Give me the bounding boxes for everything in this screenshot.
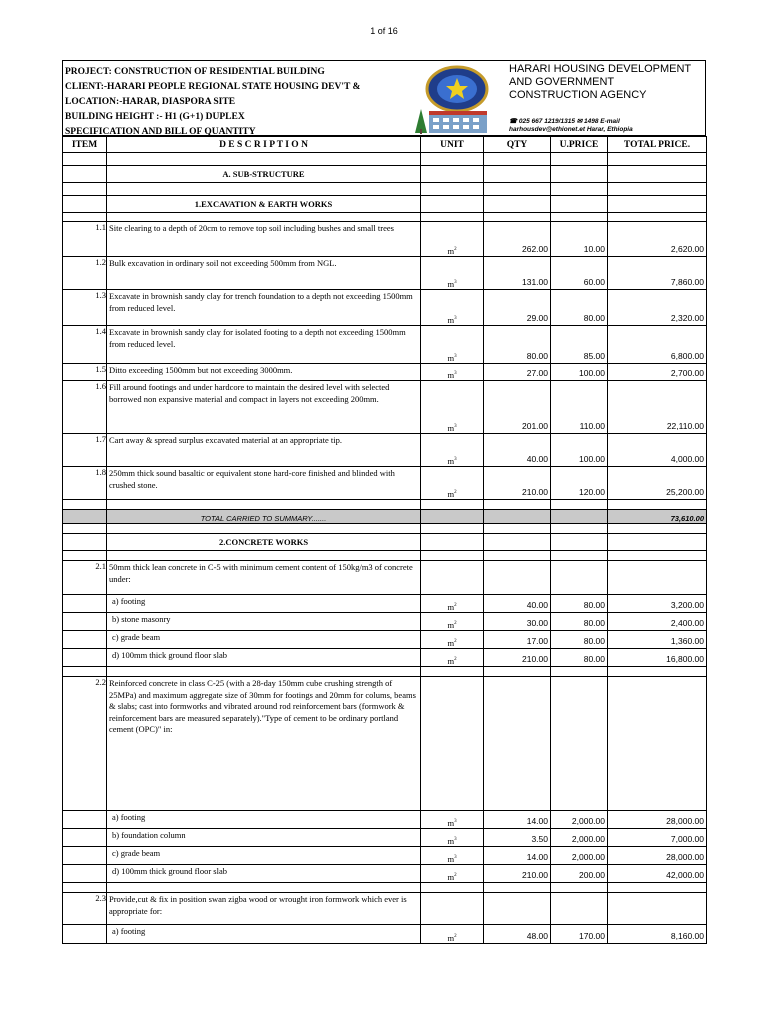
- table-cell: [608, 883, 707, 893]
- blank-row: [63, 667, 707, 677]
- cell-desc: a) footing: [107, 811, 421, 829]
- agency-contact: [509, 118, 633, 134]
- cell-total: 1,360.00: [608, 631, 707, 649]
- table-cell: [551, 500, 608, 510]
- cell-unit: m: [447, 315, 455, 325]
- cell-uprice: 2,000.00: [551, 811, 608, 829]
- cell-qty: 14.00: [484, 811, 551, 829]
- col-item: ITEM: [63, 137, 107, 153]
- cell-sup: 2: [454, 603, 457, 609]
- table-cell: [63, 183, 107, 196]
- table-cell: [63, 883, 107, 893]
- table-cell: [551, 561, 608, 595]
- cell-desc: a) footing: [107, 595, 421, 613]
- cell-sup: 3: [454, 837, 457, 843]
- total-label: TOTAL CARRIED TO SUMMARY.......: [107, 510, 421, 524]
- table-cell: [551, 893, 608, 925]
- cell-total: 28,000.00: [608, 847, 707, 865]
- table-cell: [63, 524, 107, 534]
- cell-desc: Provide,cut & fix in position swan zigba wood or wrought iron formwork which ever is appropriate for:: [107, 893, 421, 925]
- document-header: [62, 60, 706, 136]
- project-info: [65, 65, 360, 140]
- contact-email: harhousdev@ethionet.et Harar, Ethiopia: [509, 126, 633, 133]
- cell-qty: 3.50: [484, 829, 551, 847]
- table-cell: [608, 551, 707, 561]
- cell-sup: 3: [454, 316, 457, 322]
- table-cell: [551, 153, 608, 166]
- cell-sup: 2: [454, 934, 457, 940]
- cell-qty: 262.00: [484, 222, 551, 257]
- section-excavation: 1.EXCAVATION & EARTH WORKS: [107, 196, 421, 213]
- table-cell: [608, 153, 707, 166]
- cell-uprice: 80.00: [551, 631, 608, 649]
- table-row: [63, 811, 707, 829]
- cell-qty: 30.00: [484, 613, 551, 631]
- table-row: [63, 326, 707, 364]
- table-cell: [484, 893, 551, 925]
- cell-total: 6,800.00: [608, 326, 707, 364]
- col-description: D E S C R I P T I O N: [107, 137, 421, 153]
- cell-uprice: 170.00: [551, 925, 608, 944]
- cell-total: 42,000.00: [608, 865, 707, 883]
- cell-unit: m: [447, 602, 455, 612]
- table-cell: [421, 561, 484, 595]
- cell-unit: m: [447, 818, 455, 828]
- cell-uprice: 85.00: [551, 326, 608, 364]
- cell-desc: b) foundation column: [107, 829, 421, 847]
- table-cell: [608, 561, 707, 595]
- cell-unit: m: [447, 246, 455, 256]
- table-cell: [63, 631, 107, 649]
- table-cell: [608, 893, 707, 925]
- cell-desc: c) grade beam: [107, 631, 421, 649]
- cell-item: 1.8: [63, 467, 107, 500]
- cell-uprice: 110.00: [551, 381, 608, 434]
- cell-total: 28,000.00: [608, 811, 707, 829]
- cell-qty: 210.00: [484, 865, 551, 883]
- cell-item: 1.1: [63, 222, 107, 257]
- section-concrete: 2.CONCRETE WORKS: [107, 534, 421, 551]
- table-cell: [421, 893, 484, 925]
- table-cell: [421, 811, 484, 829]
- table-row: [63, 257, 707, 290]
- table-cell: [421, 467, 484, 500]
- table-cell: [63, 534, 107, 551]
- table-cell: [63, 649, 107, 667]
- table-cell: [551, 166, 608, 183]
- cell-uprice: 100.00: [551, 364, 608, 381]
- cell-unit: m: [447, 872, 455, 882]
- table-cell: [484, 524, 551, 534]
- cell-qty: 201.00: [484, 381, 551, 434]
- cell-total: 3,200.00: [608, 595, 707, 613]
- table-cell: [421, 166, 484, 183]
- table-row: [63, 613, 707, 631]
- cell-sup: 3: [454, 424, 457, 430]
- table-cell: [63, 925, 107, 944]
- cell-item: 1.2: [63, 257, 107, 290]
- table-cell: [608, 213, 707, 222]
- table-cell: [551, 183, 608, 196]
- table-cell: [63, 166, 107, 183]
- cell-uprice: 200.00: [551, 865, 608, 883]
- table-row: [63, 677, 707, 811]
- cell-uprice: 100.00: [551, 434, 608, 467]
- table-cell: [421, 153, 484, 166]
- table-cell: [421, 649, 484, 667]
- cell-sup: 3: [454, 457, 457, 463]
- section-row: [63, 166, 707, 183]
- cell-qty: 40.00: [484, 595, 551, 613]
- cell-qty: 48.00: [484, 925, 551, 944]
- cell-desc: Fill around footings and under hardcore to maintain the desired level with selected borrowed non expansive material and compact in layers not exceeding 200mm.: [107, 381, 421, 434]
- table-cell: [484, 183, 551, 196]
- blank-row: [63, 524, 707, 534]
- cell-qty: 210.00: [484, 467, 551, 500]
- table-cell: [63, 196, 107, 213]
- table-cell: [421, 257, 484, 290]
- cell-unit: m: [447, 933, 455, 943]
- table-cell: [551, 551, 608, 561]
- table-header-row: [63, 137, 707, 153]
- table-cell: [484, 677, 551, 811]
- table-cell: [107, 667, 421, 677]
- table-cell: [421, 534, 484, 551]
- table-row: [63, 381, 707, 434]
- table-cell: [421, 222, 484, 257]
- table-cell: [63, 667, 107, 677]
- table-cell: [551, 196, 608, 213]
- section-row: [63, 534, 707, 551]
- section-row: [63, 196, 707, 213]
- table-cell: [63, 811, 107, 829]
- cell-sup: 2: [454, 247, 457, 253]
- cell-total: 8,160.00: [608, 925, 707, 944]
- table-row: [63, 865, 707, 883]
- table-row: [63, 925, 707, 944]
- cell-unit: m: [447, 638, 455, 648]
- table-cell: [421, 667, 484, 677]
- table-cell: [608, 166, 707, 183]
- table-row: [63, 829, 707, 847]
- table-cell: [551, 883, 608, 893]
- cell-uprice: 80.00: [551, 290, 608, 326]
- table-cell: [421, 613, 484, 631]
- cell-sup: 3: [454, 819, 457, 825]
- table-cell: [608, 183, 707, 196]
- cell-qty: 27.00: [484, 364, 551, 381]
- cell-desc: a) footing: [107, 925, 421, 944]
- cell-sup: 3: [454, 280, 457, 286]
- table-cell: [63, 153, 107, 166]
- table-cell: [551, 510, 608, 524]
- table-cell: [107, 153, 421, 166]
- cell-desc: Ditto exceeding 1500mm but not exceeding 3000mm.: [107, 364, 421, 381]
- cell-desc: Excavate in brownish sandy clay for trench foundation to a depth not exceeding 1500mm from reduced level.: [107, 290, 421, 326]
- cell-sup: 3: [454, 354, 457, 360]
- table-cell: [484, 196, 551, 213]
- cell-total: 4,000.00: [608, 434, 707, 467]
- table-cell: [484, 153, 551, 166]
- cell-total: 16,800.00: [608, 649, 707, 667]
- cell-qty: 210.00: [484, 649, 551, 667]
- table-cell: [484, 667, 551, 677]
- cell-sup: 3: [454, 855, 457, 861]
- cell-item: 2.1: [63, 561, 107, 595]
- cell-total: 7,000.00: [608, 829, 707, 847]
- table-cell: [107, 551, 421, 561]
- table-row: [63, 595, 707, 613]
- table-cell: [484, 883, 551, 893]
- table-row: [63, 222, 707, 257]
- blank-row: [63, 883, 707, 893]
- cell-qty: 17.00: [484, 631, 551, 649]
- cell-qty: 14.00: [484, 847, 551, 865]
- table-cell: [421, 595, 484, 613]
- table-cell: [63, 213, 107, 222]
- total-value: 73,610.00: [608, 510, 707, 524]
- col-qty: QTY: [484, 137, 551, 153]
- table-cell: [63, 551, 107, 561]
- cell-unit: m: [447, 656, 455, 666]
- table-cell: [107, 213, 421, 222]
- table-row: [63, 364, 707, 381]
- cell-qty: 80.00: [484, 326, 551, 364]
- cell-uprice: 2,000.00: [551, 829, 608, 847]
- table-cell: [107, 883, 421, 893]
- page-number: 1 of 16: [370, 26, 398, 36]
- cell-desc: Cart away & spread surplus excavated material at an appropriate tip.: [107, 434, 421, 467]
- table-cell: [421, 865, 484, 883]
- cell-qty: 29.00: [484, 290, 551, 326]
- cell-item: 1.4: [63, 326, 107, 364]
- cell-qty: 40.00: [484, 434, 551, 467]
- cell-uprice: 80.00: [551, 649, 608, 667]
- cell-unit: m: [447, 423, 455, 433]
- table-cell: [421, 196, 484, 213]
- client-line: CLIENT:-HARARI PEOPLE REGIONAL STATE HOUSING DEV'T &: [65, 82, 361, 92]
- cell-item: 2.2: [63, 677, 107, 811]
- cell-desc: b) stone masonry: [107, 613, 421, 631]
- table-cell: [421, 510, 484, 524]
- cell-uprice: 10.00: [551, 222, 608, 257]
- cell-item: 2.3: [63, 893, 107, 925]
- bill-of-quantity-table: [62, 136, 707, 944]
- table-cell: [608, 677, 707, 811]
- cell-sup: 2: [454, 621, 457, 627]
- col-uprice: U.PRICE: [551, 137, 608, 153]
- cell-uprice: 60.00: [551, 257, 608, 290]
- cell-unit: m: [447, 279, 455, 289]
- table-row: [63, 893, 707, 925]
- cell-unit: m: [447, 353, 455, 363]
- cell-item: 1.3: [63, 290, 107, 326]
- table-cell: [107, 500, 421, 510]
- table-cell: [421, 847, 484, 865]
- cell-desc: Excavate in brownish sandy clay for isolated footing to a depth not exceeding 1500mm from reduced level.: [107, 326, 421, 364]
- table-row: [63, 290, 707, 326]
- cell-desc: Site clearing to a depth of 20cm to remove top soil including bushes and small trees: [107, 222, 421, 257]
- cell-item: 1.6: [63, 381, 107, 434]
- cell-total: 7,860.00: [608, 257, 707, 290]
- table-cell: [484, 213, 551, 222]
- cell-uprice: 80.00: [551, 613, 608, 631]
- table-cell: [551, 534, 608, 551]
- table-cell: [421, 213, 484, 222]
- cell-unit: m: [447, 456, 455, 466]
- total-row: [63, 510, 707, 524]
- table-cell: [421, 500, 484, 510]
- table-cell: [608, 500, 707, 510]
- table-row: [63, 561, 707, 595]
- cell-total: 2,620.00: [608, 222, 707, 257]
- table-cell: [608, 534, 707, 551]
- table-row: [63, 631, 707, 649]
- cell-sup: 2: [454, 657, 457, 663]
- location-line: LOCATION:-HARAR, DIASPORA SITE: [65, 97, 236, 107]
- cell-unit: m: [447, 489, 455, 499]
- table-cell: [551, 667, 608, 677]
- cell-desc: d) 100mm thick ground floor slab: [107, 649, 421, 667]
- cell-total: 2,700.00: [608, 364, 707, 381]
- cell-unit: m: [447, 854, 455, 864]
- spec-line: SPECIFICATION AND BILL OF QUANTITY: [65, 127, 256, 137]
- cell-uprice: 120.00: [551, 467, 608, 500]
- table-cell: [63, 500, 107, 510]
- cell-desc: Reinforced concrete in class C-25 (with a 28-day 150mm cube crushing strength of 25MPa) and maximum aggregate size of 30mm for footings and 20mm for colums, beams & slabs; cast into formworks and vibrated around rod reinforcement bars (formwork & reinforcement bars are measured separately)."Type of cement to be ordinary portland cement (OPC)" in:: [107, 677, 421, 811]
- table-cell: [551, 213, 608, 222]
- table-cell: [63, 510, 107, 524]
- cell-total: 2,400.00: [608, 613, 707, 631]
- blank-row: [63, 213, 707, 222]
- blank-row: [63, 183, 707, 196]
- table-cell: [421, 381, 484, 434]
- table-cell: [421, 434, 484, 467]
- table-cell: [421, 364, 484, 381]
- table-cell: [484, 166, 551, 183]
- contact-phone: ☎ 025 667 1219/1315 ✉ 1498 E-mail: [509, 118, 620, 125]
- table-cell: [551, 524, 608, 534]
- cell-item: 1.5: [63, 364, 107, 381]
- table-cell: [421, 677, 484, 811]
- table-cell: [107, 183, 421, 196]
- cell-item: 1.7: [63, 434, 107, 467]
- excavation-items: [63, 222, 707, 500]
- cell-unit: m: [447, 370, 455, 380]
- table-cell: [63, 829, 107, 847]
- table-row: [63, 467, 707, 500]
- table-cell: [421, 551, 484, 561]
- table-row: [63, 434, 707, 467]
- table-cell: [551, 677, 608, 811]
- cell-sup: 3: [454, 371, 457, 377]
- table-cell: [421, 183, 484, 196]
- cell-unit: m: [447, 836, 455, 846]
- blank-row: [63, 153, 707, 166]
- table-row: [63, 847, 707, 865]
- table-cell: [608, 667, 707, 677]
- table-cell: [421, 631, 484, 649]
- table-cell: [107, 524, 421, 534]
- cell-desc: Bulk excavation in ordinary soil not exceeding 500mm from NGL.: [107, 257, 421, 290]
- table-row: [63, 649, 707, 667]
- project-line: PROJECT: CONSTRUCTION OF RESIDENTIAL BUILDING: [65, 67, 325, 77]
- cell-qty: 131.00: [484, 257, 551, 290]
- cell-sup: 2: [454, 873, 457, 879]
- cell-desc: d) 100mm thick ground floor slab: [107, 865, 421, 883]
- cell-total: 25,200.00: [608, 467, 707, 500]
- table-cell: [421, 290, 484, 326]
- cell-sup: 2: [454, 639, 457, 645]
- table-cell: [608, 524, 707, 534]
- table-cell: [421, 883, 484, 893]
- table-cell: [608, 196, 707, 213]
- agency-name: HARARI HOUSING DEVELOPMENT AND GOVERNMENT CONSTRUCTION AGENCY: [509, 63, 691, 101]
- col-unit: UNIT: [421, 137, 484, 153]
- table-cell: [63, 865, 107, 883]
- cell-desc: c) grade beam: [107, 847, 421, 865]
- cell-unit: m: [447, 620, 455, 630]
- col-total: TOTAL PRICE.: [608, 137, 707, 153]
- cell-desc: 250mm thick sound basaltic or equivalent stone hard-core finished and blinded with crushed stone.: [107, 467, 421, 500]
- table-cell: [484, 510, 551, 524]
- table-cell: [63, 847, 107, 865]
- blank-row: [63, 551, 707, 561]
- table-cell: [484, 551, 551, 561]
- cell-desc: 50mm thick lean concrete in C-5 with minimum cement content of 150kg/m3 of concrete under:: [107, 561, 421, 595]
- cell-uprice: 80.00: [551, 595, 608, 613]
- cell-uprice: 2,000.00: [551, 847, 608, 865]
- building-height-line: BUILDING HEIGHT :- H1 (G+1) DUPLEX: [65, 112, 245, 122]
- cell-sup: 2: [454, 490, 457, 496]
- blank-row: [63, 500, 707, 510]
- table-cell: [484, 561, 551, 595]
- table-cell: [484, 534, 551, 551]
- cell-total: 2,320.00: [608, 290, 707, 326]
- table-cell: [421, 829, 484, 847]
- cell-total: 22,110.00: [608, 381, 707, 434]
- table-cell: [63, 595, 107, 613]
- table-cell: [484, 500, 551, 510]
- table-cell: [421, 326, 484, 364]
- table-cell: [63, 613, 107, 631]
- section-substructure: A. SUB-STRUCTURE: [107, 166, 421, 183]
- table-cell: [421, 524, 484, 534]
- table-cell: [421, 925, 484, 944]
